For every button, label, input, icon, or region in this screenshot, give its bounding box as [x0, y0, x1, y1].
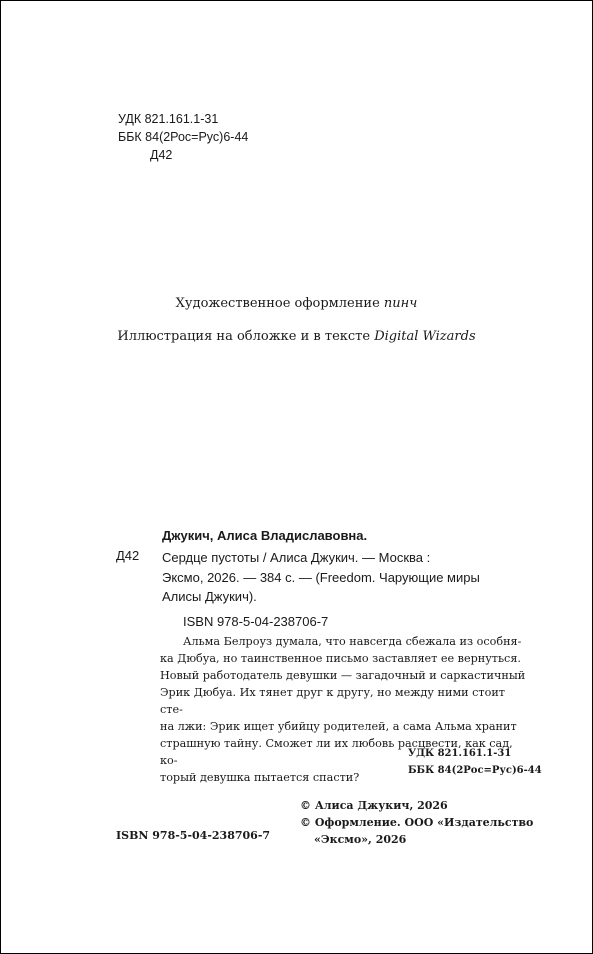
copyright-design: © Оформление. ООО «Издательство: [300, 816, 534, 829]
illustration-credit: [0, 329, 593, 344]
catalog-author: Джукич, Алиса Владиславовна.: [162, 528, 368, 543]
classification-codes-bottom: [408, 745, 542, 779]
annotation-line: торый девушка пытается спасти?: [160, 771, 360, 784]
annotation-line: страшную тайну. Сможет ли их любовь расцвести, как сад, ко-: [160, 737, 513, 767]
copyright-design-cont: «Эксмо», 2026: [314, 833, 407, 846]
udk-code: УДК 821.161.1-31: [408, 748, 512, 759]
catalog-isbn: ISBN 978-5-04-238706-7: [183, 614, 329, 629]
bib-line: Эксмо, 2026. — 384 с. — (Freedom. Чарующие миры: [162, 569, 480, 585]
annotation-line: ка Дюбуа, но таинственное письмо заставляет ее вернуться.: [160, 652, 521, 665]
annotation-line: Альма Белроуз думала, что навсегда сбежала из особня-: [183, 635, 522, 648]
bibliographic-description: [162, 548, 527, 607]
catalog-author-mark: Д42: [116, 548, 140, 563]
copyright-author: © Алиса Джукич, 2026: [300, 799, 448, 812]
bbk-code: ББК 84(2Рос=Рус)6-44: [408, 765, 542, 776]
bottom-isbn: ISBN 978-5-04-238706-7: [116, 829, 271, 842]
design-credit-label: Художественное оформление: [175, 296, 384, 311]
copyright-block: [300, 797, 533, 848]
illustration-credit-name: Digital Wizards: [374, 329, 476, 344]
illustration-credit-label: Иллюстрация на обложке и в тексте: [117, 329, 375, 344]
bbk-code: ББК 84(2Рос=Рус)6-44: [118, 130, 249, 144]
bib-line: Сердце пустоты / Алиса Джукич. — Москва :: [162, 550, 431, 565]
design-credit: [0, 296, 593, 311]
bib-line: Алисы Джукич).: [162, 589, 257, 604]
design-credit-name: пинч: [383, 296, 418, 311]
annotation-line: Эрик Дюбуа. Их тянет друг к другу, но между ними стоит сте-: [160, 686, 505, 716]
udk-code: УДК 821.161.1-31: [118, 112, 219, 126]
author-mark: Д42: [150, 148, 173, 162]
classification-codes-top: [118, 110, 248, 164]
annotation-line: Новый работодатель девушки — загадочный и саркастичный: [160, 669, 526, 682]
annotation-line: на лжи: Эрик ищет убийцу родителей, а сама Альма хранит: [160, 720, 517, 733]
